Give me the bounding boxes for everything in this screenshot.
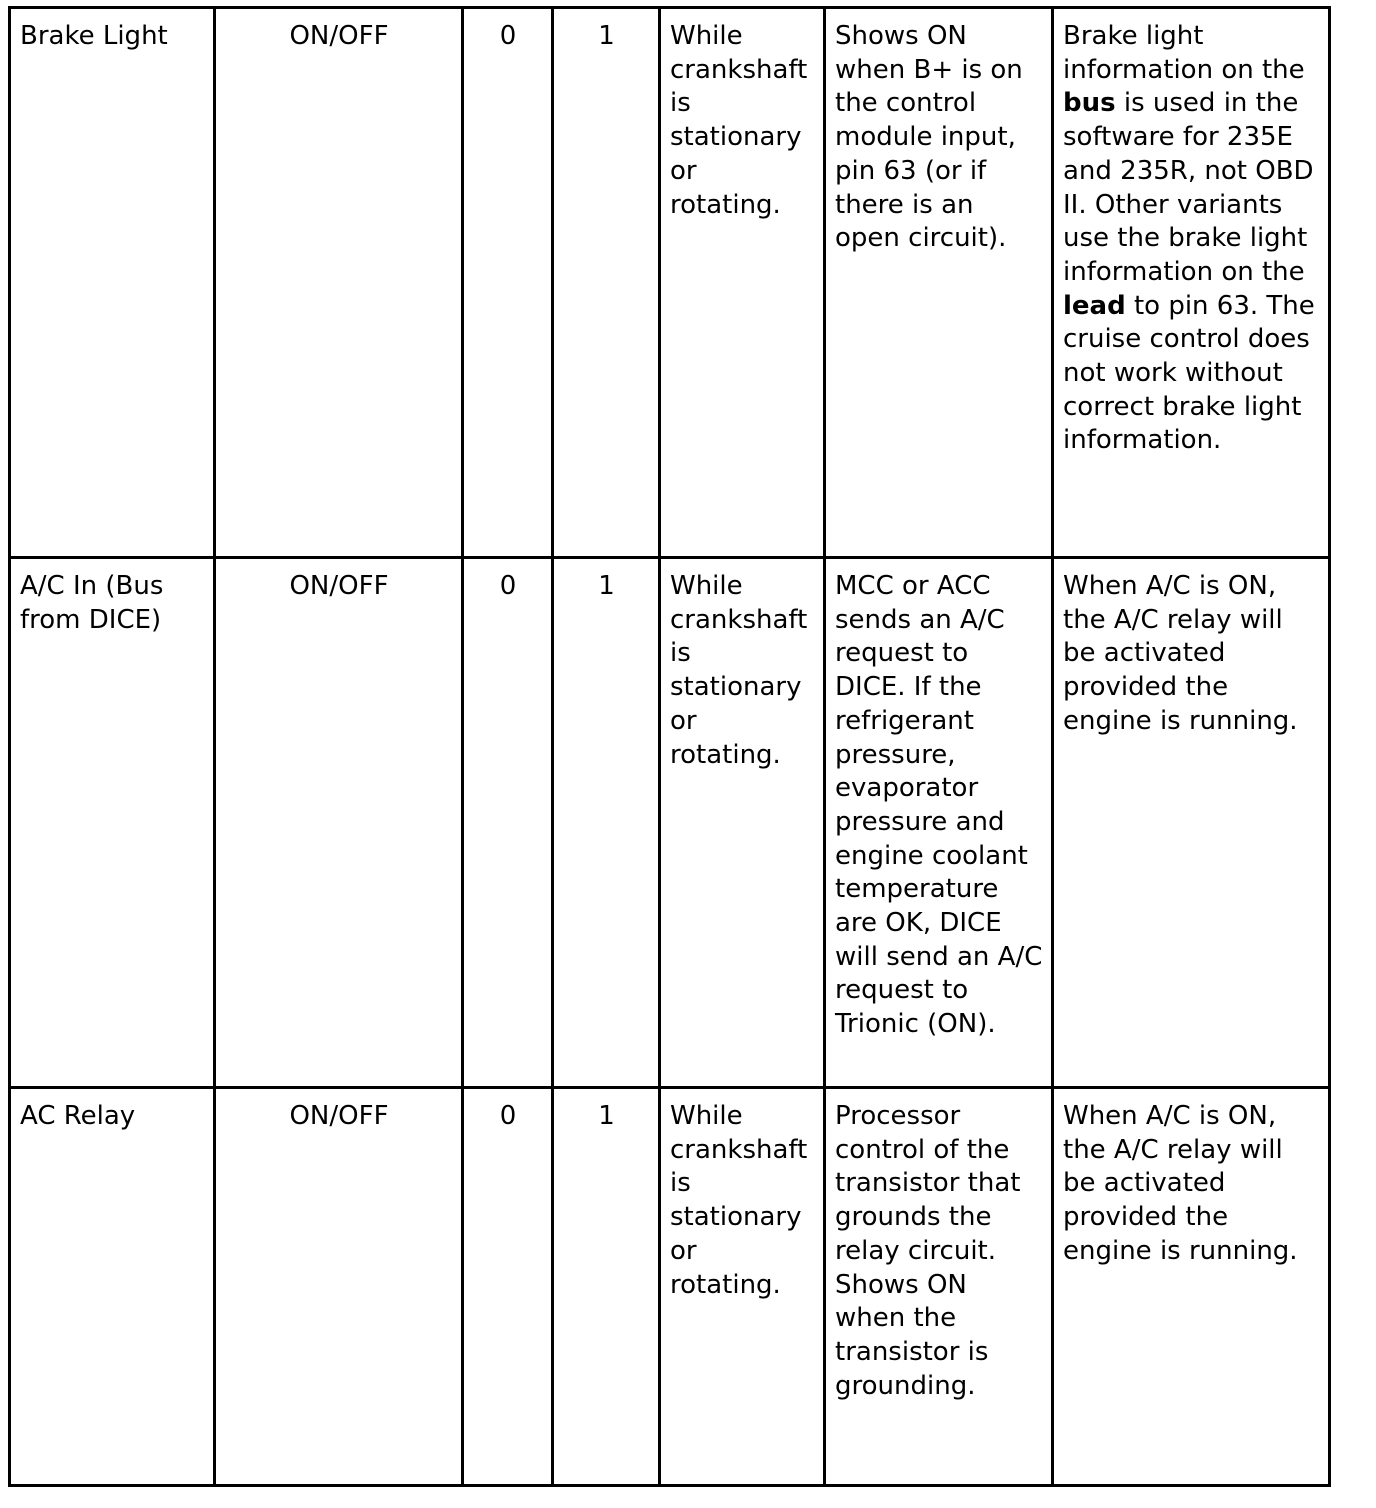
- max-value-cell: 1: [553, 558, 660, 1088]
- table-row: [10, 1088, 1330, 1486]
- table-row: [10, 558, 1330, 1088]
- note-cell: When A/C is ON, the A/C relay will be activated provided the engine is running.: [1053, 558, 1330, 1088]
- condition-cell: While crankshaft is stationary or rotating.: [660, 8, 825, 558]
- parameter-name-cell: Brake Light: [10, 8, 215, 558]
- note-cell: [1053, 8, 1330, 558]
- note-bold-text: lead: [1063, 290, 1126, 321]
- description-cell: Processor control of the transistor that grounds the relay circuit. Shows ON when the transistor is grounding.: [825, 1088, 1053, 1486]
- description-cell: MCC or ACC sends an A/C request to DICE. If the refrigerant pressure, evaporator pressure and engine coolant temperature are OK, DICE will send an A/C request to Trionic (ON).: [825, 558, 1053, 1088]
- condition-cell: While crankshaft is stationary or rotating.: [660, 1088, 825, 1486]
- table-row: [10, 8, 1330, 558]
- value-range-cell: ON/OFF: [215, 1088, 463, 1486]
- max-value-cell: 1: [553, 8, 660, 558]
- max-value-cell: 1: [553, 1088, 660, 1486]
- note-cell: When A/C is ON, the A/C relay will be activated provided the engine is running.: [1053, 1088, 1330, 1486]
- value-range-cell: ON/OFF: [215, 558, 463, 1088]
- description-cell: Shows ON when B+ is on the control module input, pin 63 (or if there is an open circuit).: [825, 8, 1053, 558]
- value-range-cell: ON/OFF: [215, 8, 463, 558]
- parameter-name-cell: A/C In (Bus from DICE): [10, 558, 215, 1088]
- min-value-cell: 0: [463, 558, 553, 1088]
- note-text: is used in the software for 235E and 235R, not OBD II. Other variants use the brake light information on the: [1063, 88, 1314, 287]
- condition-cell: While crankshaft is stationary or rotating.: [660, 558, 825, 1088]
- note-text: to pin 63. The cruise control does not work without correct brake light information.: [1063, 290, 1315, 456]
- min-value-cell: 0: [463, 1088, 553, 1486]
- parameter-table: [8, 6, 1331, 1487]
- min-value-cell: 0: [463, 8, 553, 558]
- note-text: Brake light information on the: [1063, 21, 1305, 85]
- parameter-name-cell: AC Relay: [10, 1088, 215, 1486]
- note-bold-text: bus: [1063, 88, 1116, 119]
